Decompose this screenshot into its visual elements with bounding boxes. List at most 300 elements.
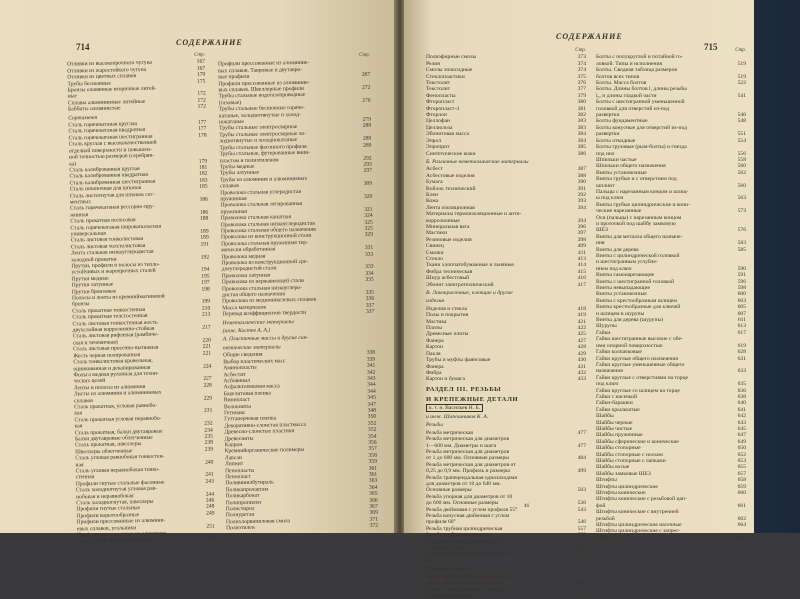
toc-entry-page: 356 [368, 439, 377, 446]
toc-entry-title: ческие нарезанные [596, 208, 642, 215]
toc-entry-page: 666 [737, 534, 746, 541]
toc-entry-page: 432 [577, 369, 586, 376]
toc-entry-title: Полиуретан [225, 512, 255, 519]
toc-entry-title: Резьба метрическая для диаметров [426, 436, 510, 443]
toc-entry-page: 384 [577, 131, 586, 138]
toc-entry-page: 341 [366, 362, 376, 369]
toc-entry-title: Трубы стальные бесшовные горяче- [218, 105, 305, 113]
toc-entry-page: 189 [200, 228, 209, 235]
toc-entry-page: 422 [577, 325, 586, 332]
toc-entry-title: Древесниты [224, 435, 254, 442]
toc-entry-title: назначения [596, 368, 623, 375]
toc-entry-page: 643 [737, 419, 746, 426]
toc-entry-title: развертки [596, 131, 620, 138]
toc-entry-page: 430 [577, 357, 586, 364]
toc-entry-page: 352 [367, 420, 377, 427]
toc-entry-page: 548 [737, 118, 746, 125]
toc-entry-page: 653 [737, 458, 746, 464]
toc-entry-page: 640 [737, 400, 746, 407]
toc-entry-title: Винты грубые цилиндрические и кони- [596, 201, 690, 208]
toc-entry-page: 246 [205, 497, 215, 504]
toc-entry-title: Болты. Масса болтов [596, 80, 647, 87]
toc-entry-title: Сталь горячекатаная рессорно-пру- [70, 204, 155, 212]
toc-entry-page: 167 [196, 65, 206, 72]
toc-entry-page: 279 [362, 116, 372, 123]
toc-entry-page: 177 [197, 119, 207, 126]
toc-entry-page: 333 [365, 264, 374, 271]
toc-entry-page: 554 [737, 137, 746, 144]
toc-entry-page: 635 [737, 381, 746, 388]
toc-entry-title: ка) [69, 160, 77, 167]
toc-entry-title: Трубы стальные электросварные хо- [219, 130, 307, 139]
toc-entry-page: 241 [205, 471, 214, 479]
toc-entry-page: 195 [201, 273, 210, 280]
toc-entry-title: Профили прессованные из алюминие- [218, 79, 310, 87]
toc-entry-page: 309 [363, 180, 373, 187]
toc-entry-title: евых сплавов, угольники [76, 524, 137, 533]
toc-entry-title: Древесные плиты [426, 331, 469, 338]
toc-entry-page: 231 [203, 407, 213, 415]
toc-entry-title: Перевод коэффициентов твердости [222, 310, 307, 318]
toc-entry-page: 191 [200, 241, 209, 248]
toc-entry-title: Резьба трубная коническая [426, 532, 491, 539]
toc-entry-title: Винты с шестигранной головкой [596, 278, 675, 285]
toc-entry-page: 503 [577, 487, 586, 494]
toc-entry-title: Сталь прокатная, балки двутавровые [74, 428, 163, 436]
toc-entry-title: Липнит [224, 461, 244, 468]
toc-entry-title: 1—600 мм. Диаметры и шаги [426, 442, 497, 449]
toc-entry-title: Шурупы [596, 323, 617, 330]
left-page [0, 0, 400, 545]
page-footer-mark: 46 [524, 504, 529, 509]
toc-entry-page: 178 [198, 132, 207, 139]
toc-entry-title: вых сплавов. Швеллерные профили [218, 85, 304, 94]
toc-entry-title: Картон [426, 344, 444, 351]
toc-entry-title: Фанера [426, 363, 444, 370]
running-header-right: СОДЕРЖАНИЕ [556, 32, 623, 41]
toc-entry [226, 523, 378, 532]
toc-entry-page: 477 [577, 429, 586, 436]
toc-entry-page: 419 [577, 312, 586, 319]
toc-entry-page: 325 [364, 219, 373, 226]
part-heading: И КРЕПЕЖНЫЕ ДЕТАЛИ [426, 396, 519, 404]
toc-entry-title: ная [75, 461, 84, 469]
toc-entry-page: 354 [368, 433, 377, 440]
toc-entry-title: и шлицем в шурупы [596, 310, 645, 317]
column-page-label: Стр. [359, 52, 370, 58]
toc-entry-title: двухслойная коррозионно-стойкая [72, 325, 155, 334]
toc-entry-page: 384 [577, 137, 586, 144]
toc-entry-page: 262 [206, 535, 216, 543]
toc-entry-page: 563 [737, 195, 746, 202]
toc-entry-title: Гуттаперчевая пленка [224, 415, 277, 423]
toc-entry-title: Мастики [426, 230, 448, 237]
toc-entry-title: Эпроприт [426, 144, 450, 151]
toc-entry-title: Клеи [426, 191, 438, 198]
toc-entry-title: Сталь горячекатаная шестигранная [68, 133, 153, 142]
toc-entry-page: 373 [577, 54, 586, 61]
toc-entry-page: 427 [577, 337, 586, 344]
toc-entry-page: 172 [197, 97, 206, 104]
toc-entry-title: Гайки круглые с отверстиями на торце [596, 374, 689, 381]
toc-entry-title: Шайбы стопорные с лапками [596, 458, 666, 464]
toc-entry-title: Кремнийорганические полимеры [224, 447, 305, 455]
toc-entry-page: 357 [368, 446, 377, 453]
part-heading: РАЗДЕЛ III. РЕЗЬБЫ [426, 385, 502, 393]
toc-entry-title: для диаметров от 10 до 640 мм. [426, 481, 501, 487]
toc-entry-title: Резьба трапецеидальная однозаходная [426, 474, 517, 481]
toc-entry-page: 516 [577, 592, 586, 599]
page-number-left: 714 [76, 42, 90, 52]
toc-entry-page: 546 [737, 112, 746, 119]
toc-entry-title: Полистирол [225, 505, 255, 513]
toc-entry-page: 272 [361, 84, 371, 91]
toc-entry-page: 344 [367, 381, 376, 389]
toc-entry-page: 642 [737, 413, 746, 420]
toc-entry-title: Сталь горячекатаная квадратная [68, 127, 146, 135]
toc-entry-page: 380 [577, 99, 586, 106]
toc-entry-title: Ткани хлопчатобумажные и льняные [426, 262, 514, 269]
toc-entry-title: Сплавы алюминиевые литейные [67, 98, 146, 107]
toc-entry-page: 390 [577, 179, 586, 186]
toc-entry-page: 650 [737, 445, 746, 452]
toc-subsection-heading: тетические материалы [222, 344, 281, 352]
toc-subsection-heading: А. Пластичные массы и другие син- [222, 335, 309, 343]
toc-entry-title: Отливки из высокопрочного чугуна [67, 60, 153, 68]
toc-entry-title: бронзы [72, 301, 90, 308]
toc-entry-page: 543 [577, 506, 586, 513]
toc-entry-title: Болты, винты и гайки общего назна- [426, 573, 514, 580]
toc-entry-title: Проволока латунная [221, 272, 271, 280]
toc-entry-page: 394 [577, 217, 586, 224]
toc-entry-title: ШЕЗ [596, 227, 608, 234]
toc-entry-title: Сталь угловая неравнобокая тонко- [75, 466, 160, 475]
toc-entry-page: 598 [737, 285, 746, 292]
toc-entry-title: Проволока из медноникелевых сплавов [222, 297, 317, 305]
toc-entry-page: 429 [577, 350, 586, 357]
toc-entry-title: Проволока медная [221, 253, 266, 260]
toc-entry-title: Сталь листовая рифленая (ромбиче- [72, 332, 159, 340]
toc-entry-page: 414 [577, 262, 586, 269]
toc-entry-title: от 1 до 600 мм. Основные размеры [426, 455, 510, 462]
toc-entry-page: 244 [205, 491, 215, 498]
toc-entry-page: 546 [577, 519, 586, 526]
toc-entry-title: совкой [596, 534, 613, 541]
toc-entry-title: Винты крестообразные для ключей [596, 304, 681, 311]
toc-entry-title: Винты самонарезающие [596, 272, 655, 279]
toc-entry-page: 199 [201, 298, 211, 306]
toc-entry-title: Поликапролактам [225, 486, 269, 494]
column-page-label: Стр. [575, 48, 586, 53]
toc-entry-title: Плиты [426, 325, 443, 332]
toc-entry-page: 221 [202, 350, 212, 357]
toc-entry-title: и шестигранным углубле- [596, 259, 658, 266]
toc-entry-page: 331 [364, 244, 374, 252]
toc-entry-title: ментных [69, 198, 92, 206]
toc-entry-page: 189 [200, 234, 209, 242]
toc-entry-page: 321 [364, 206, 373, 213]
toc-entry-title: ной точностью размеров (серебрян- [68, 152, 155, 161]
toc-entry-title: Штифты цилиндрические [596, 483, 658, 490]
toc-entry-page: 375 [577, 73, 586, 80]
toc-entry-page: 188 [199, 215, 209, 222]
toc-entry-title: пружинная [220, 195, 247, 203]
toc-entry-title: Баббиты оловянистые [67, 105, 121, 113]
toc-entry-title: Эбонит электротехнический [426, 281, 494, 288]
toc-entry-title: Прутки, профили и полосы из тепло- [71, 261, 160, 270]
toc-entry-page: 333 [364, 251, 374, 258]
toc-entry-title: Фторлон [426, 112, 447, 119]
toc-entry-title: Пенопласт [225, 473, 251, 481]
toc-entry-title: кая [74, 410, 83, 417]
toc-entry-title: Шайбы сферические и конические [596, 438, 679, 445]
toc-entry-page: 267 [361, 71, 371, 79]
toc-entry-title: Штифты цилиндрические насечные [596, 522, 682, 529]
toc-entry-title: Сталь прокатная тонкостенная [72, 306, 146, 315]
toc-entry-page: 413 [577, 256, 586, 262]
toc-entry-title: Шнур асбестовый [426, 275, 470, 282]
toc-entry-title: Войлок технический [426, 185, 476, 192]
toc-entry-page: 347 [367, 401, 377, 408]
toc-entry-title: Сталь холодногнутая, швеллеры [76, 498, 154, 507]
toc-entry-title: Прутки латунные [71, 281, 114, 289]
toc-entry-title: Трубы стальные электросварные [219, 124, 298, 132]
toc-entry-page: 240 [204, 459, 214, 466]
toc-entry-page: 551 [737, 131, 746, 138]
toc-entry-page: 232 [204, 420, 213, 427]
toc-entry-page: 325 [364, 225, 373, 232]
toc-entry-page: 556 [737, 150, 746, 157]
toc-entry-title: Гайки круглые уменьшенные общего [596, 361, 685, 368]
toc-entry-title: Волокниты [223, 403, 251, 410]
toc-entry-page: 229 [203, 395, 213, 402]
toc-entry-title: Пенопласты [225, 467, 255, 474]
toc-entry-page: 345 [367, 394, 376, 401]
toc-entry-title: Шайбы стопорные [596, 445, 641, 452]
toc-entry-title: Выбор пластических масс [223, 357, 286, 366]
toc-entry-title: Шайбы [596, 413, 614, 420]
toc-entry-title: Штифты конические с резьбовой цап- [596, 496, 687, 503]
toc-section-authors: (инж. Костев А. А.) [222, 327, 271, 335]
toc-entry-page: 334 [365, 270, 374, 277]
toc-entry-title: Текстолит [426, 86, 451, 93]
toc-entry-page: 251 [206, 523, 215, 530]
toc-entry-page: 288 [362, 123, 372, 130]
toc-entry-page: 364 [368, 484, 378, 491]
toc-entry-page: 519 [737, 60, 746, 67]
toc-entry-page: 522 [737, 80, 746, 87]
toc-entry-page: 433 [577, 376, 586, 383]
toc-entry-title: болтов всех типов [596, 73, 640, 80]
toc-entry-page: 324 [364, 212, 373, 219]
toc-entry-title: пружинная [220, 208, 247, 216]
toc-entry-title: Трубы медные [219, 163, 255, 171]
toc-entry-page: 613 [737, 323, 746, 330]
toc-entry-title: Смолы эпоксидные [426, 67, 473, 74]
toc-entry-title: Гайки круглые общего назначения [596, 355, 678, 362]
toc-entry-title: Проволока из конструкционной стали [220, 233, 312, 241]
toc-entry-page: 392 [577, 191, 586, 198]
toc-entry-page: 339 [366, 356, 376, 363]
toc-entry-title: Резиновые изделия [426, 236, 472, 243]
toc-entry-page: 596 [737, 278, 746, 285]
toc-entry-page: 560 [737, 163, 746, 170]
toc-entry-page: 213 [201, 311, 211, 318]
toc-entry-page: 352 [367, 426, 377, 433]
toc-entry-page: 289 [363, 142, 372, 149]
toc-entry-title: ллонов для газов [426, 545, 467, 552]
toc-entry-page: 374 [577, 67, 586, 74]
toc-entry-title: Резьба конические вентилей и ба- [426, 538, 507, 545]
toc-entry-title: Проволока стальная пружинная тер- [221, 239, 308, 248]
toc-entry-page: 659 [737, 483, 746, 490]
toc-entry-title: Прутки бронзовые [71, 288, 117, 296]
toc-entry-title: Стекло [426, 256, 443, 262]
toc-entry-title: Болты грузовые (рым-болты) и гнезда [596, 144, 687, 151]
toc-entry-page: 499 [577, 468, 586, 475]
toc-entry-title: нием под ключ [596, 265, 632, 272]
toc-entry-title: Болты с шестигранной уменьшенной [596, 99, 685, 106]
toc-entry-title: сплавов [220, 183, 239, 190]
toc-entry-title: Проволока стальная углеродистая [220, 188, 302, 196]
toc-entry-page: 335 [365, 276, 374, 284]
toc-entry-page: 428 [577, 344, 586, 351]
toc-entry-page: 585 [737, 246, 746, 253]
toc-section-heading: Неметаллические материалы [222, 318, 294, 326]
toc-entry-title: Болты откидные [596, 137, 636, 144]
toc-entry-title: коррозионные [426, 217, 460, 224]
toc-entry-title: универсальная [70, 230, 106, 238]
toc-entry-title: Болты. Длины болтов l, длины резьбы [596, 86, 687, 93]
toc-entry-title: Болты с полукруглой и потайной го- [596, 54, 683, 61]
toc-entry-page: 484 [577, 455, 586, 462]
toc-entry-title: (газовые) [218, 99, 242, 107]
toc-entry-page: 238 [204, 439, 214, 447]
toc-entry [426, 151, 586, 157]
toc-entry-title: Гайки колпачковые [596, 349, 642, 356]
toc-entry-title: Фанера [426, 337, 444, 344]
toc-entry-title: Проволока стальная легированная [220, 201, 303, 209]
toc-entry-title: Лента стальная низкоуглеродистая [70, 248, 154, 257]
toc-entry-title: Трубы стальные, футерованные вини- [219, 149, 311, 158]
toc-entry-page: 372 [369, 522, 379, 530]
toc-entry-page: 418 [577, 305, 586, 312]
toc-entry-title: Масса материалов [222, 304, 267, 312]
toc-entry-title: Капрон [224, 441, 243, 449]
toc-entry-title: Лавсан [224, 454, 242, 462]
toc-entry-page: 366 [369, 497, 378, 504]
toc-entry-title: Проволока стальная канатная [220, 214, 292, 222]
toc-column-left-1 [67, 53, 215, 546]
toc-entry-title: Отливки из жаростойкого чугуна [67, 66, 147, 75]
toc-entry-page: 235 [204, 433, 213, 440]
toc-entry-page: 361 [368, 471, 378, 478]
toc-entry-title: Бакелитовая пленка [223, 390, 271, 398]
toc-entry-title: Шпильки частые [596, 156, 637, 163]
toc-entry-page: 590 [737, 265, 746, 272]
toc-entry-page: 177 [198, 126, 207, 133]
toc-entry-page: 658 [737, 477, 746, 484]
toc-entry-page: 359 [368, 458, 378, 465]
toc-entry-page: 350 [367, 413, 377, 421]
toc-entry-title: Винипласт [223, 396, 250, 404]
toc-entry-title: Сталь калиброванная шестигранная [69, 178, 156, 187]
toc-entry-title: Профили прессованные из алюминие- [76, 530, 169, 539]
toc-column-left-2 [218, 53, 378, 532]
toc-column-right-2 [596, 48, 746, 541]
toc-entry-title: пластом и полиэтиленом [219, 156, 279, 164]
toc-entry-page: 210 [201, 305, 211, 312]
toc-entry-page: 660 [737, 490, 746, 497]
toc-entry-page: 559 [577, 532, 586, 539]
toc-entry-title: Древесно-слоистые пластики [224, 428, 295, 436]
toc-entry-title: Асбест [426, 166, 443, 173]
toc-entry-page: 167 [196, 59, 206, 66]
toc-entry-title: Гетинакс [224, 409, 246, 417]
toc-entry-title: Смазки [426, 249, 444, 256]
toc-entry-page: 172 [197, 103, 207, 111]
toc-entry-title: Стеклопластики [426, 73, 465, 80]
toc-entry-title: 0,25 до 0,9 мм. Профиль и размеры [426, 468, 510, 475]
toc-entry-title: Поливинилбутираль [225, 479, 274, 487]
toc-entry-title: фой [596, 502, 606, 509]
toc-entry-title: Резьба упорная для диаметров от 10 [426, 493, 513, 500]
toc-entry-title: Шайбы чистые [596, 425, 633, 432]
toc-entry-page: 337 [365, 308, 375, 316]
toc-entry-page: 576 [737, 227, 746, 234]
toc-entry-title: Поликарбонат [225, 492, 260, 500]
toc-entry-title: Синтетические кожи [426, 150, 476, 157]
toc-entry-title: Трубы бесшовные [67, 80, 112, 88]
toc-entry-page: 657 [737, 470, 746, 477]
toc-entry-page: 172 [197, 91, 206, 98]
toc-entry-title: вых сплавов. Зетовые профили [77, 537, 152, 545]
toc-entry-title: Трубы латунные [219, 169, 260, 177]
toc-entry-title: лоднотянутые и холоднокатаные [219, 137, 298, 145]
toc-entry-page: 645 [737, 425, 746, 432]
toc-entry-page: 536 [577, 500, 586, 507]
toc-entry-page: 248 [205, 503, 215, 511]
toc-entry-title: Трубы стальные водогазопроводные [218, 92, 306, 100]
toc-entry-page: 369 [369, 510, 378, 517]
toc-entry-title: Фибра [426, 369, 442, 376]
toc-entry-page: 292 [363, 155, 372, 162]
toc-entry [596, 535, 746, 541]
toc-entry-page: 379 [577, 92, 586, 99]
toc-entry-page: 411 [577, 249, 586, 256]
toc-entry-page: 293 [363, 161, 372, 168]
toc-entry-title: Сталь листовая тонкостенная жесть [72, 319, 158, 328]
toc-entry-title: Полиэфирные смолы [426, 54, 477, 61]
toc-entry-page: 198 [201, 286, 210, 293]
toc-entry-title: Профили прессованные из алюмини- [76, 517, 166, 526]
toc-entry-title: Асбовинил [223, 377, 251, 385]
toc-entry-title: Сталь прокатная, угловая равнобо- [74, 402, 158, 411]
toc-entry-title: Винты для дерева [596, 246, 639, 253]
toc-entry-title: Прутки медные [71, 275, 109, 283]
toc-entry-title: Резьба М6×1 коническая для масле- [426, 551, 512, 558]
toc-entry-page: 638 [737, 393, 746, 400]
toc-entry-title: Трубы и муфты фаянсовые [426, 357, 491, 364]
toc-entry-title: Целлофан [426, 118, 451, 125]
toc-entry-page: 344 [367, 388, 376, 395]
toc-entry-title: Сталь тонколистовая кровельная, [73, 357, 153, 366]
toc-entry-page: 239 [204, 446, 214, 453]
toc-entry-page: 337 [365, 302, 375, 309]
toc-entry-page: 600 [737, 291, 746, 298]
toc-entry-page: 386 [577, 150, 586, 157]
toc-entry-title: Асбестит [223, 371, 246, 378]
